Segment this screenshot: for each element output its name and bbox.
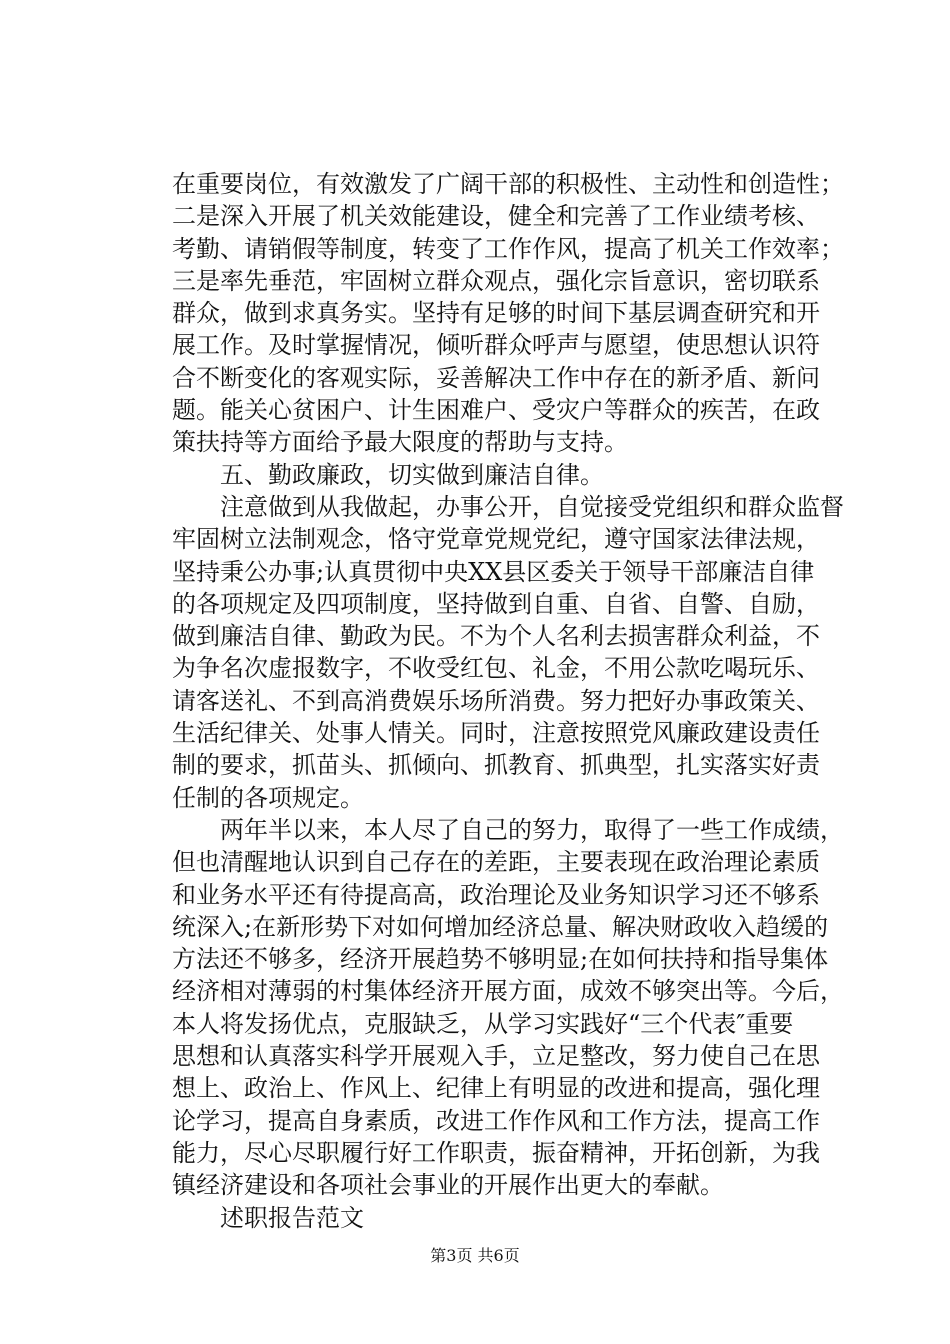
text-line: 注意做到从我做起，办事公开，自觉接受党组织和群众监督 (220, 492, 844, 521)
text-line: 镇经济建设和各项社会事业的开展作出更大的奉献。 (172, 1171, 724, 1200)
text-line: 为争名次虚报数字，不收受红包、礼金，不用公款吃喝玩乐、 (172, 654, 820, 683)
text-line: 但也清醒地认识到自己存在的差距，主要表现在政治理论素质 (172, 848, 820, 877)
text-line: 考勤、请销假等制度，转变了工作作风，提高了机关工作效率； (172, 234, 844, 263)
text-line: 论学习，提高自身素质，改进工作作风和工作方法，提高工作 (172, 1106, 820, 1135)
text-line: 合不断变化的客观实际，妥善解决工作中存在的新矛盾、新问 (172, 363, 820, 392)
text-line: 生活纪律关、处事人情关。同时，注意按照党风廉政建设责任 (172, 719, 820, 748)
text-line: 任制的各项规定。 (172, 783, 364, 812)
text-line: 策扶持等方面给予最大限度的帮助与支持。 (172, 428, 628, 457)
text-line: 群众，做到求真务实。坚持有足够的时间下基层调查研究和开 (172, 299, 820, 328)
text-line: 展工作。及时掌握情况，倾听群众呼声与愿望，使思想认识符 (172, 331, 820, 360)
text-line: 五、勤政廉政，切实做到廉洁自律。 (220, 460, 604, 489)
text-line: 请客送礼、不到高消费娱乐场所消费。努力把好办事政策关、 (172, 686, 820, 715)
text-line: 和业务水平还有待提高高，政治理论及业务知识学习还不够系 (172, 880, 820, 909)
text-line: 二是深入开展了机关效能建设，健全和完善了工作业绩考核、 (172, 202, 820, 231)
text-line: 两年半以来，本人尽了自己的努力，取得了一些工作成绩， (220, 815, 844, 844)
document-body (172, 168, 862, 1234)
text-line: 本人将发扬优点，克服缺乏，从学习实践好“三个代表″重要 (172, 1009, 794, 1038)
text-line: 统深入;在新形势下对如何增加经济总量、解决财政收入趋缓的 (172, 912, 829, 941)
text-line: 做到廉洁自律、勤政为民。不为个人名利去损害群众利益，不 (172, 622, 820, 651)
text-line: 三是率先垂范，牢固树立群众观点，强化宗旨意识，密切联系 (172, 266, 820, 295)
text-line: 想上、政治上、作风上、纪律上有明显的改进和提高，强化理 (172, 1074, 820, 1103)
text-line: 能力，尽心尽职履行好工作职责，振奋精神，开拓创新，为我 (172, 1138, 820, 1167)
page-footer: 第3页 共6页 (430, 1246, 520, 1265)
text-line: 述职报告范文 (220, 1203, 364, 1232)
text-line: 题。能关心贫困户、计生困难户、受灾户等群众的疾苦，在政 (172, 396, 820, 425)
text-line: 坚持秉公办事;认真贯彻中央XX县区委关于领导干部廉洁自律 (172, 557, 815, 586)
text-line: 在重要岗位，有效激发了广阔干部的积极性、主动性和创造性； (172, 170, 844, 198)
text-line: 牢固树立法制观念，恪守党章党规党纪，遵守国家法律法规， (172, 525, 820, 554)
text-line: 方法还不够多，经济开展趋势不够明显;在如何扶持和指导集体 (172, 945, 829, 974)
text-line: 的各项规定及四项制度，坚持做到自重、自省、自警、自励， (172, 589, 820, 618)
text-line: 思想和认真落实科学开展观入手，立足整改，努力使自己在思 (172, 1042, 820, 1071)
text-line: 制的要求，抓苗头、抓倾向、抓教育、抓典型，扎实落实好责 (172, 751, 820, 780)
text-line: 经济相对薄弱的村集体经济开展方面，成效不够突出等。今后， (172, 977, 844, 1006)
